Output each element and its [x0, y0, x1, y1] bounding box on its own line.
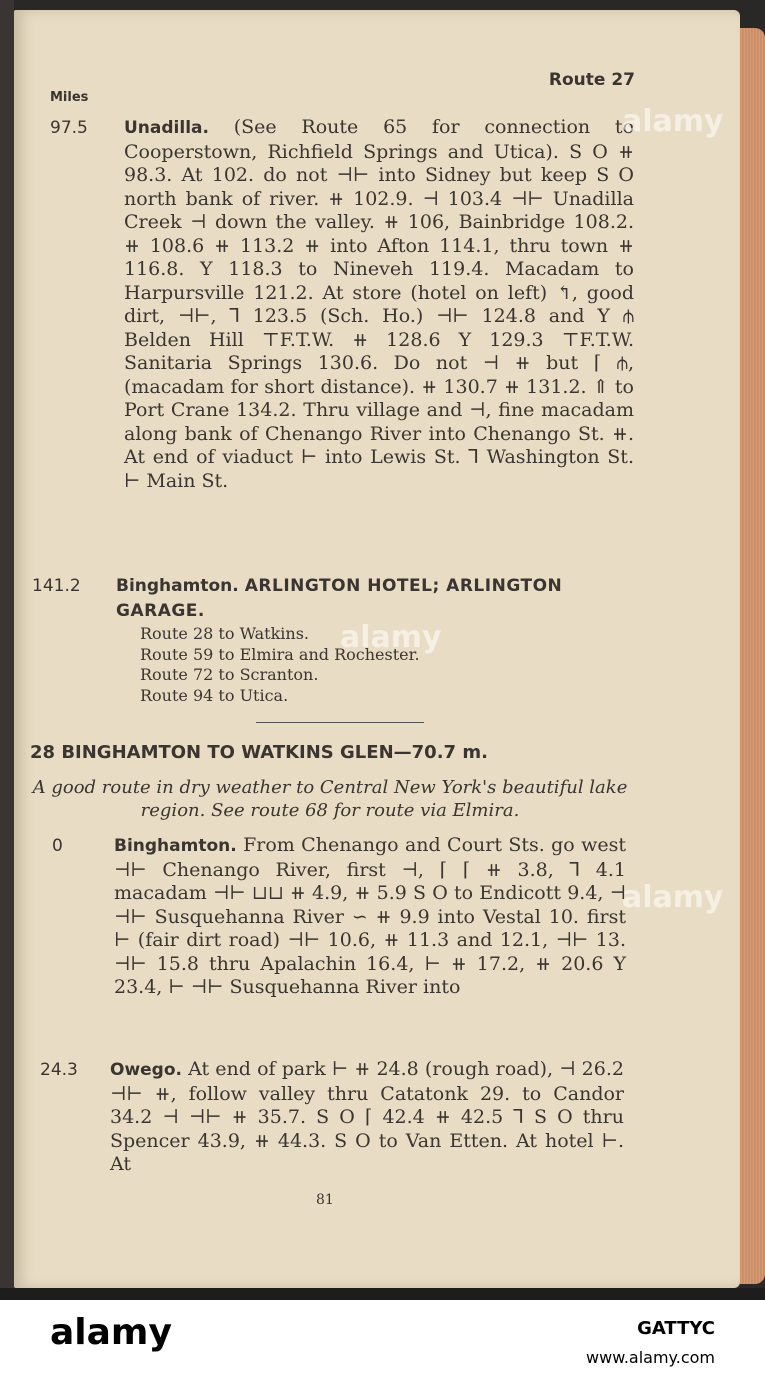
alamy-logo: alamy	[50, 1312, 172, 1353]
mile-value: 97.5	[50, 118, 88, 138]
section-divider	[256, 722, 424, 723]
route-header: Route 27	[548, 70, 635, 90]
entry-text: (See Route 65 for connection to Cooperstown, Richfield Springs and Utica). S O ⧺ 98.3. At 102. do not ⊣⊢ into Sidney but keep S O north bank of river. ⧺ 102.9. ⊣ 103.4 ⊣⊢ Unadilla Creek ⊣ down the valley. ⧺ 106, Bainbridge 108.2. ⧺ 108.6 ⧺ 113.2 ⧺ into Afton 114.1, thru town ⧺ 116.8. Y 118.3 to Nineveh 119.4. Macadam to Harpursville 121.2. At store (hotel on left) ↰, good dirt, ⊣⊢, ⅂ 123.5 (Sch. Ho.) ⊣⊢ 124.8 and Y ⫛ Belden Hill ⊤F.T.W. ⧺ 128.6 Y 129.3 ⊤F.T.W. Sanitaria Springs 130.6. Do not ⊣ ⧺ but ⌈ ⫛, (macadam for short distance). ⧺ 130.7 ⧺ 131.2. ⇑ to Port Crane 134.2. Thru village and ⊣, fine macadam along bank of Chenango River into Chenango St. ⧺. At end of viaduct ⊢ into Lewis St. ⅂ Washington St. ⊢ Main St.	[124, 116, 635, 492]
section-intro: A good route in dry weather to Central New York's beautiful lake region. See route 68 for route via Elmira.	[32, 777, 628, 821]
list-item: Route 59 to Elmira and Rochester.	[140, 644, 420, 664]
entry-text: ARLINGTON HOTEL; ARLINGTON GARAGE.	[116, 576, 563, 621]
page-number: 81	[316, 1192, 334, 1208]
list-item: Route 28 to Watkins.	[140, 624, 309, 643]
place-name: Binghamton.	[116, 576, 239, 596]
route-entry-binghamton	[116, 574, 634, 623]
miles-column-label: Miles	[50, 90, 89, 105]
place-name: Binghamton.	[114, 836, 237, 856]
place-name: Unadilla.	[124, 118, 209, 138]
mile-value: 141.2	[32, 576, 81, 596]
list-item: Route 94 to Utica.	[140, 685, 289, 705]
route-entry-binghamton-start	[114, 834, 626, 1000]
page-stack-edge	[740, 28, 765, 1284]
image-id: GATTYC	[637, 1318, 715, 1339]
place-name: Owego.	[110, 1060, 182, 1080]
section-title: 28 BINGHAMTON TO WATKINS GLEN—70.7 m.	[30, 742, 488, 763]
entry-text: At end of park ⊢ ⧺ 24.8 (rough road), ⊣ 26.2 ⊣⊢ ⧺, follow valley thru Catatonk 29. to Candor 34.2 ⊣ ⊣⊢ ⧺ 35.7. S O ⌈ 42.4 ⧺ 42.5 ⅂ S O thru Spencer 43.9, ⧺ 44.3. S O to Van Etten. At hotel ⊢. At	[110, 1058, 624, 1175]
mile-value: 0	[52, 836, 63, 856]
watermark: alamy	[340, 620, 442, 655]
list-item: Route 72 to Scranton.	[140, 665, 319, 684]
book-spine-edge	[0, 0, 14, 1300]
site-url: www.alamy.com	[586, 1348, 715, 1367]
route-entry-unadilla	[124, 116, 634, 493]
scan-bottom-edge	[0, 1288, 765, 1300]
mile-value: 24.3	[40, 1060, 78, 1080]
entry-text: From Chenango and Court Sts. go west ⊣⊢ Chenango River, first ⊣, ⌈ ⌈ ⧺ 3.8, ⅂ 4.1 macadam ⊣⊢ ⊔⊔ ⧺ 4.9, ⧺ 5.9 S O to Endicott 9.4, ⊣ ⊣⊢ Susquehanna River ∽ ⧺ 9.9 into Vestal 10. first ⊢ (fair dirt road) ⊣⊢ 10.6, ⧺ 11.3 and 12.1, ⊣⊢ 13. ⊣⊢ 15.8 thru Apalachin 16.4, ⊢ ⧺ 17.2, ⧺ 20.6 Y 23.4, ⊢ ⊣⊢ Susquehanna River into	[114, 834, 626, 998]
watermark: alamy	[622, 880, 724, 915]
route-entry-owego	[110, 1058, 624, 1177]
watermark: alamy	[622, 104, 724, 139]
